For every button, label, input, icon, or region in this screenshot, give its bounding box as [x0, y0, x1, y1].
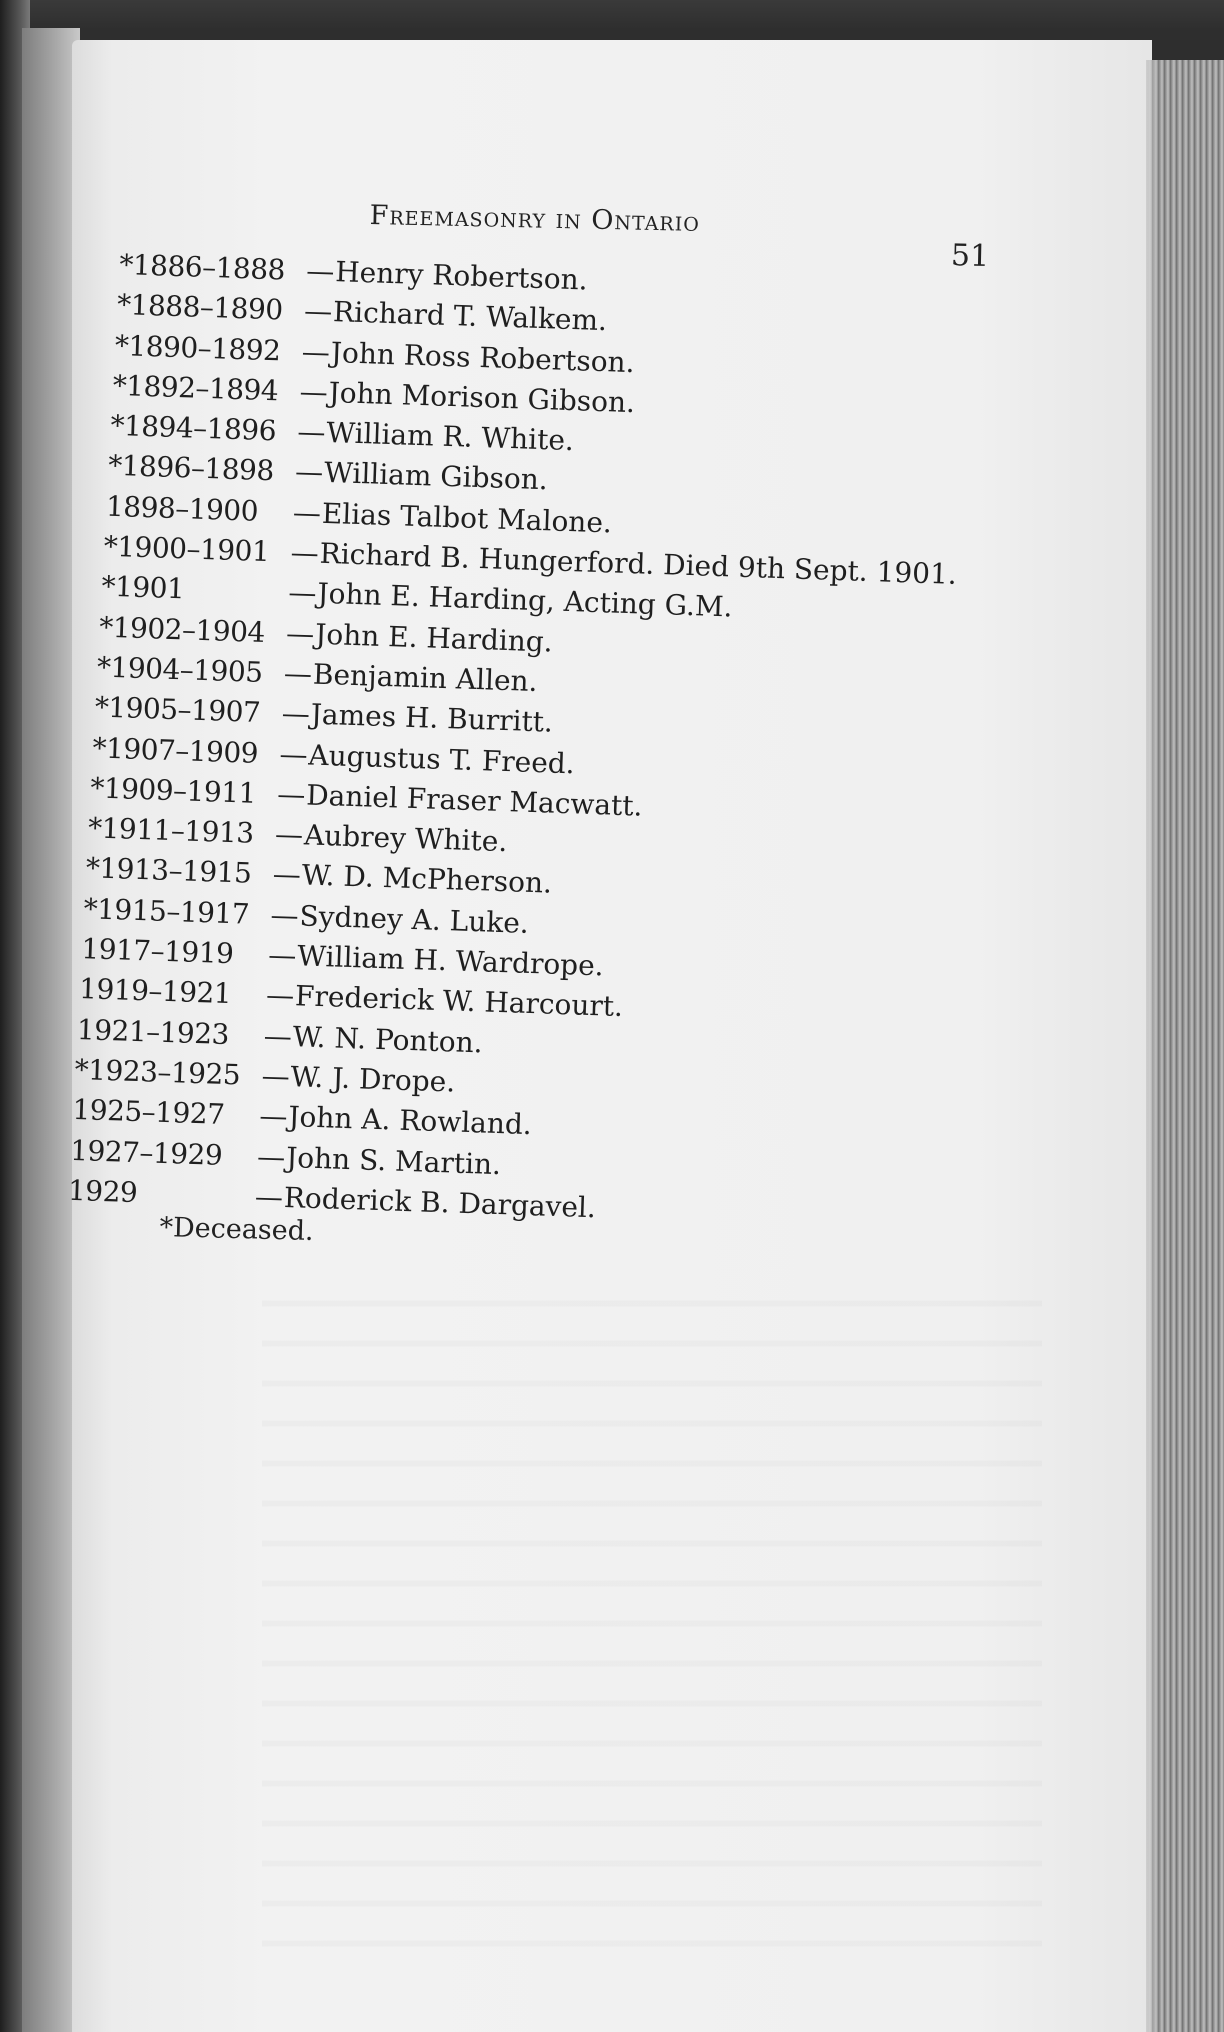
term-years: *1900–1901	[103, 529, 270, 569]
em-dash: —	[301, 334, 331, 369]
em-dash: —	[265, 978, 295, 1013]
term-years: *1907–1909	[92, 730, 259, 770]
em-dash: —	[283, 656, 313, 691]
term-years: 1929	[67, 1173, 138, 1209]
grand-master-name: Augustus T. Freed.	[307, 738, 576, 780]
term-years: *1904–1905	[96, 650, 264, 689]
em-dash: —	[303, 294, 333, 329]
grand-master-name: Roderick B. Dargavel.	[283, 1180, 597, 1225]
term-years: *1896–1898	[107, 449, 275, 488]
grand-master-name: Elias Talbot Malone.	[321, 496, 613, 540]
grand-master-name: W. D. McPherson.	[301, 858, 553, 901]
running-title: Freemasonry in Ontario	[369, 200, 701, 238]
grand-masters-list	[67, 248, 1040, 1248]
em-dash: —	[287, 576, 318, 611]
term-years: *1888–1890	[116, 288, 284, 327]
term-years: *1902–1904	[98, 610, 266, 649]
grand-master-name: Richard T. Walkem.	[332, 295, 608, 338]
em-dash: —	[278, 737, 309, 772]
em-dash: —	[256, 1139, 286, 1174]
grand-master-name: Frederick W. Harcourt.	[294, 979, 624, 1024]
grand-master-name: Aubrey White.	[303, 818, 508, 859]
term-years: *1915–1917	[83, 891, 250, 931]
term-years: 1927–1929	[69, 1133, 223, 1172]
em-dash: —	[294, 455, 324, 490]
term-years: 1921–1923	[76, 1012, 230, 1051]
page-block-edges	[1146, 60, 1224, 2032]
term-years: 1925–1927	[71, 1093, 225, 1132]
term-years: 1917–1919	[80, 932, 234, 971]
em-dash: —	[305, 254, 335, 289]
em-dash: —	[276, 777, 306, 812]
grand-master-name: Benjamin Allen.	[312, 657, 539, 699]
term-years: *1892–1894	[112, 368, 279, 408]
grand-master-name: James H. Burritt.	[310, 697, 554, 739]
term-years: *1913–1915	[85, 851, 252, 891]
grand-master-name: Henry Robertson.	[334, 255, 589, 297]
em-dash: —	[263, 1018, 293, 1053]
em-dash: —	[267, 938, 297, 973]
term-years: *1890–1892	[114, 328, 281, 367]
show-through-text	[262, 1270, 1042, 1970]
em-dash: —	[270, 898, 300, 933]
term-years: *1886–1888	[118, 248, 286, 287]
term-years: *1894–1896	[109, 408, 277, 448]
grand-master-name: Daniel Fraser Macwatt.	[305, 778, 644, 823]
term-years: 1919–1921	[78, 972, 232, 1011]
grand-master-name: John S. Martin.	[285, 1140, 502, 1181]
em-dash: —	[258, 1099, 288, 1134]
em-dash: —	[285, 616, 315, 651]
grand-master-name: W. N. Ponton.	[292, 1019, 484, 1060]
term-years: 1898–1900	[105, 489, 259, 528]
term-years: *1905–1907	[94, 690, 261, 730]
grand-master-name: William R. White.	[325, 416, 575, 458]
page-number: 51	[950, 238, 990, 274]
grand-master-name: Richard B. Hungerford. Died 9th Sept. 1901.	[319, 536, 958, 591]
term-years: *1909–1911	[89, 771, 257, 810]
grand-master-name: John A. Rowland.	[287, 1100, 533, 1142]
em-dash: —	[254, 1179, 284, 1214]
grand-master-name: John Morison Gibson.	[328, 375, 636, 420]
grand-master-name: William H. Wardrope.	[296, 939, 605, 983]
term-years: *1901	[101, 569, 185, 606]
term-years: *1923–1925	[74, 1052, 241, 1092]
grand-master-name: W. J. Drope.	[290, 1060, 456, 1099]
grand-master-name: John E. Harding.	[314, 617, 554, 659]
term-years: *1911–1913	[87, 811, 255, 850]
em-dash: —	[296, 415, 326, 450]
grand-master-name: John Ross Robertson.	[330, 335, 636, 379]
em-dash: —	[261, 1059, 291, 1094]
em-dash: —	[299, 374, 329, 409]
grand-master-name: William Gibson.	[323, 456, 549, 497]
grand-master-name: John E. Harding, Acting G.M.	[316, 577, 734, 624]
grand-master-name: Sydney A. Luke.	[299, 899, 530, 940]
em-dash: —	[274, 817, 304, 852]
em-dash: —	[272, 857, 302, 892]
em-dash: —	[281, 696, 311, 731]
footnote: *Deceased.	[159, 1212, 314, 1248]
em-dash: —	[292, 495, 322, 530]
em-dash: —	[290, 535, 320, 570]
